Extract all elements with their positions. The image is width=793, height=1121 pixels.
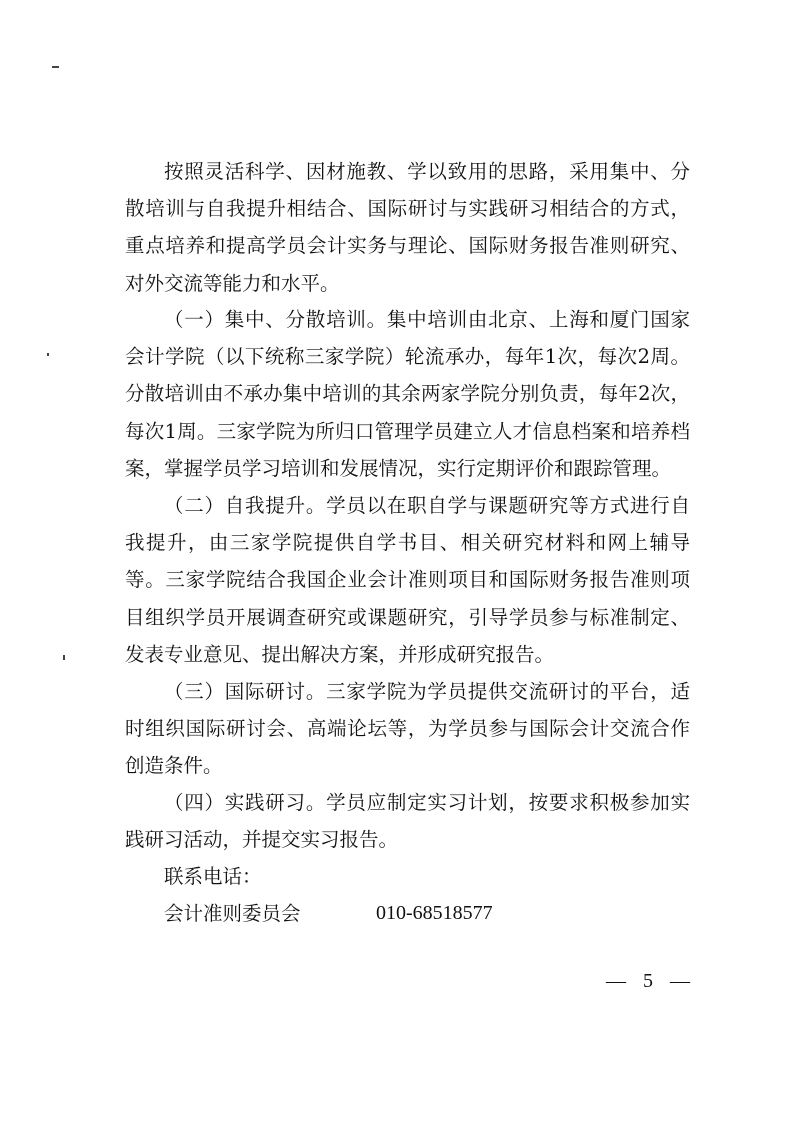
scan-speck [63,655,65,660]
scan-speck [47,353,49,356]
paragraph-self-improvement: （二）自我提升。学员以在职自学与课题研究等方式进行自我提升，由三家学院提供自学书目、相关研究材料和网上辅导等。三家学院结合我国企业会计准则项目和国际财务报告准则项目组织学员开展调查研究或课题研究，引导学员参与标准制定、发表专业意见、提出解决方案，并形成研究报告。 [125,494,690,666]
contact-org: 会计准则委员会 [164,902,301,925]
paragraph-practice-internship: （四）实践研习。学员应制定实习计划，按要求积极参加实践研习活动，并提交实习报告。 [125,791,690,852]
scan-speck [52,66,59,68]
contact-label: 联系电话： [164,865,262,888]
contact-row [164,895,493,932]
contact-phone: 010-68518577 [376,902,493,924]
page-number: — 5 — [606,970,696,992]
paragraph-international-seminar: （三）国际研讨。三家学院为学员提供交流研讨的平台，适时组织国际研讨会、高端论坛等，为学员参与国际会计交流合作创造条件。 [125,680,690,778]
paragraph-centralized-training: （一）集中、分散培训。集中培训由北京、上海和厦门国家会计学院（以下统称三家学院）轮流承办，每年1次，每次2周。分散培训由不承办集中培训的其余两家学院分别负责，每年2次，每次1周。三家学院为所归口管理学员建立人才信息档案和培养档案，掌握学员学习培训和发展情况，实行定期评价和跟踪管理。 [125,308,690,480]
paragraph-training-approach: 按照灵活科学、因材施教、学以致用的思路，采用集中、分散培训与自我提升相结合、国际研讨与实践研习相结合的方式，重点培养和提高学员会计实务与理论、国际财务报告准则研究、对外交流等能力和水平。 [125,160,690,295]
